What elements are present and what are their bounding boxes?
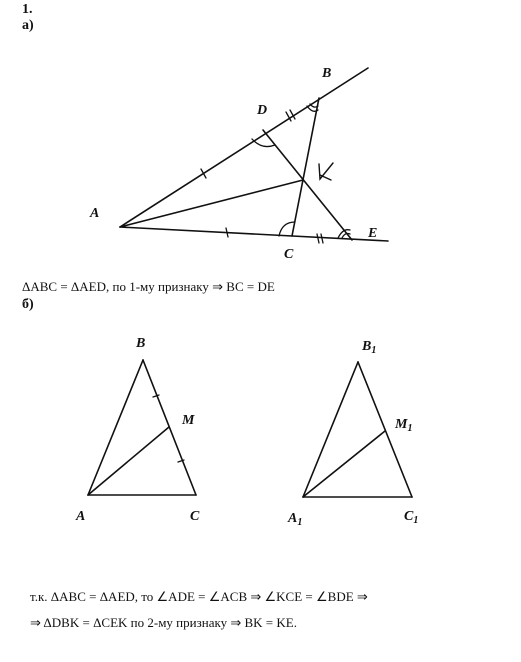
point-label-b-left: B (136, 336, 146, 351)
point-label-c: C (284, 247, 294, 262)
part-b-label: б) (22, 297, 34, 312)
point-label-a1: $A_1$ (288, 511, 303, 528)
part-a-label: а) (22, 18, 34, 33)
point-label-b: B (322, 66, 332, 81)
point-label-m-left: M (182, 413, 195, 428)
point-label-a: A (90, 206, 100, 221)
point-label-e: E (368, 226, 378, 241)
median-am (88, 427, 169, 495)
problem-number: 1. (22, 2, 33, 17)
side-ab (88, 360, 143, 495)
point-label-a-left: A (76, 509, 86, 524)
part-b-proof-line-2: ⇒ ΔDBK = ΔCEK по 2-му признаку ⇒ BK = KE. (30, 615, 297, 630)
point-label-d: D (257, 103, 268, 118)
point-label-m1: $M_1$ (395, 417, 413, 434)
median-a1m1 (303, 431, 385, 497)
part-a-conclusion: ΔABC = ΔAED, по 1-му признаку ⇒ BC = DE (22, 279, 275, 294)
side-a1b1 (303, 362, 358, 497)
triangle-abc (88, 360, 196, 495)
part-b-proof-line-1: т.к. ΔABC = ΔAED, то ∠ADE = ∠ACB ⇒ ∠KCE = ∠BDE ⇒ (30, 589, 368, 604)
point-label-b1: $B_1$ (362, 339, 377, 356)
point-label-c-left: C (190, 509, 200, 524)
point-label-c1: $C_1$ (404, 509, 419, 526)
